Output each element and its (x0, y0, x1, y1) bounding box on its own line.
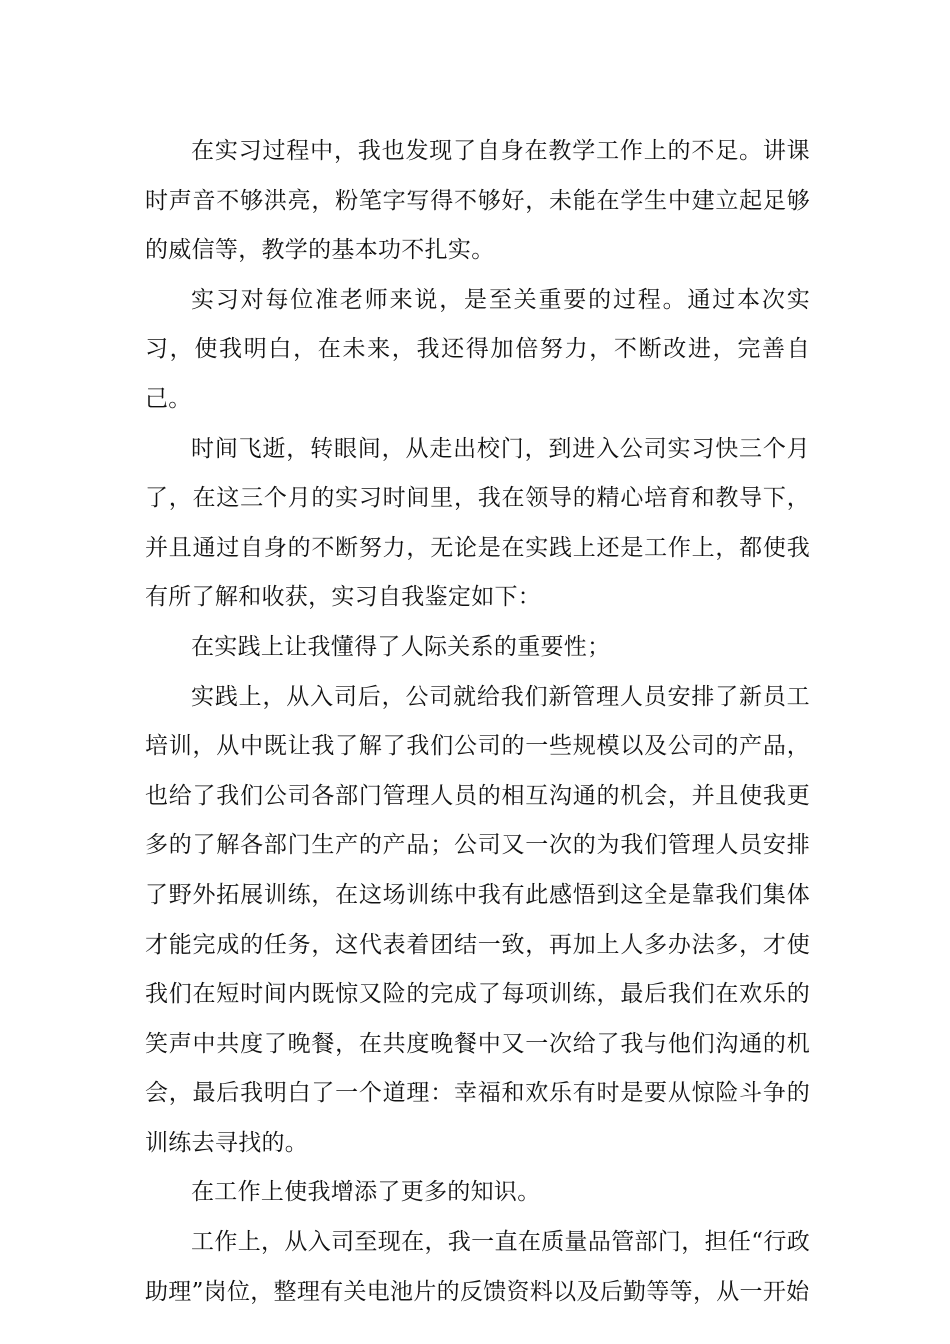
paragraph-practice-heading: 在实践上让我懂得了人际关系的重要性； (191, 633, 611, 660)
document-body (145, 127, 810, 1317)
paragraph-work-details: 工作上，从入司至现在，我一直在质量品管部门，担任“行政助理”岗位，整理有关电池片的反馈资料以及后勤等等，从一开始 (145, 1229, 810, 1305)
paragraph-teaching-shortcomings: 在实习过程中，我也发现了自身在教学工作上的不足。讲课时声音不够洪亮，粉笔字写得不够好，未能在学生中建立起足够的威信等，教学的基本功不扎实。 (145, 138, 810, 264)
paragraph-practice-details: 实践上，从入司后，公司就给我们新管理人员安排了新员工培训，从中既让我了解了我们公司的一些规模以及公司的产品，也给了我们公司各部门管理人员的相互沟通的机会，并且使我更多的了解各部门生产的产品；公司又一次的为我们管理人员安排了野外拓展训练，在这场训练中我有此感悟到这全是靠我们集体才能完成的任务，这代表着团结一致，再加上人多办法多，才使我们在短时间内既惊又险的完成了每项训练，最后我们在欢乐的笑声中共度了晚餐，在共度晚餐中又一次给了我与他们沟通的机会，最后我明白了一个道理：幸福和欢乐有时是要从惊险斗争的训练去寻找的。 (145, 683, 810, 1156)
paragraph-work-heading: 在工作上使我增添了更多的知识。 (191, 1179, 541, 1206)
paragraph-internship-importance: 实习对每位准老师来说，是至关重要的过程。通过本次实习，使我明白，在未来，我还得加倍努力，不断改进，完善自己。 (145, 286, 810, 412)
paragraph-company-internship-intro: 时间飞逝，转眼间，从走出校门，到进入公司实习快三个月了，在这三个月的实习时间里，我在领导的精心培育和教导下，并且通过自身的不断努力，无论是在实践上还是工作上，都使我有所了解和收获，实习自我鉴定如下： (145, 435, 810, 611)
